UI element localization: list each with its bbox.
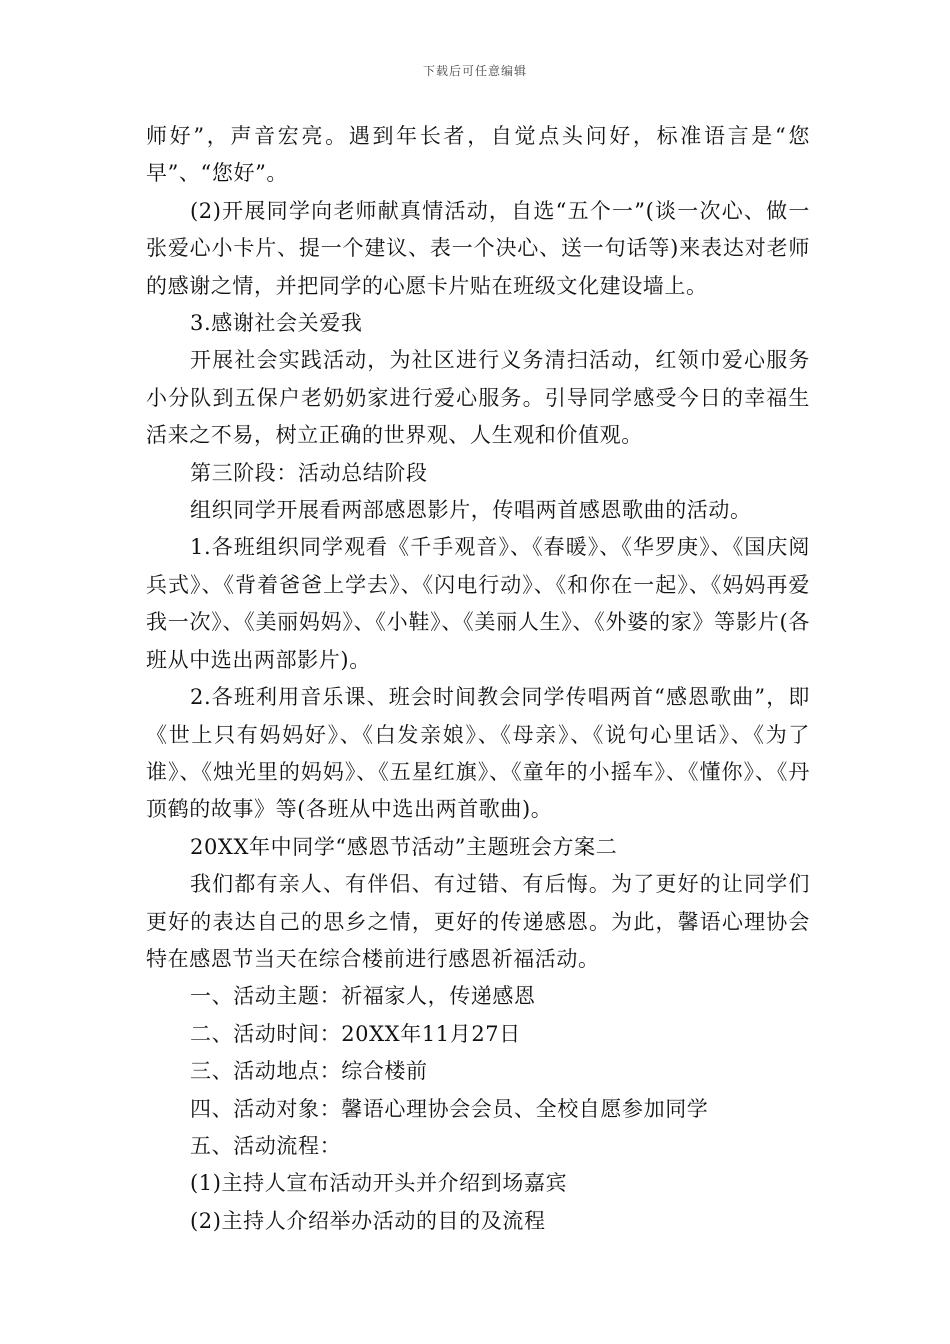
list-item: (2)主持人介绍举办活动的目的及流程: [190, 1208, 546, 1233]
list-item: (1)主持人宣布活动开头并介绍到场嘉宾: [190, 1171, 568, 1196]
list-item: 五、活动流程：: [190, 1133, 342, 1158]
section-heading: 20XX年中同学“感恩节活动”主题班会方案二: [190, 834, 618, 859]
page-header: 下载后可任意编辑: [422, 64, 527, 78]
list-item: 三、活动地点：综合楼前: [190, 1059, 428, 1084]
paragraph: (2)开展同学向老师献真情活动，自选“五个一”(谈一次心、做一张爱心小卡片、提一个建议、表一个决心、送一句话等)来表达对老师的感谢之情，并把同学的心愿卡片贴在班级文化建设墙上。: [146, 198, 810, 298]
list-item: 二、活动时间：20XX年11月27日: [190, 1021, 521, 1046]
paragraph: 我们都有亲人、有伴侣、有过错、有后悔。为了更好的让同学们更好的表达自己的思乡之情，更好的传递感恩。为此，馨语心理协会特在感恩节当天在综合楼前进行感恩祈福活动。: [146, 872, 810, 971]
section-heading: 3.感谢社会关爱我: [190, 311, 363, 336]
paragraph: 开展社会实践活动，为社区进行义务清扫活动，红领巾爱心服务小分队到五保户老奶奶家进行爱心服务。引导同学感受今日的幸福生活来之不易，树立正确的世界观、人生观和价值观。: [146, 348, 810, 448]
section-heading: 第三阶段：活动总结阶段: [190, 460, 428, 485]
paragraph: 2.各班利用音乐课、班会时间教会同学传唱两首“感恩歌曲”，即《世上只有妈妈好》、《白发亲娘》、《母亲》、《说句心里话》、《为了谁》、《烛光里的妈妈》、《五星红旗》、《童年的小摇车》、《懂你》、《丹顶鹤的故事》等(各班从中选出两首歌曲)。: [146, 685, 810, 822]
paragraph: 1.各班组织同学观看《千手观音》、《春暖》、《华罗庚》、《国庆阅兵式》、《背着爸爸上学去》、《闪电行动》、《和你在一起》、《妈妈再爱我一次》、《美丽妈妈》、《小鞋》、《美丽人生》、《外婆的家》等影片(各班从中选出两部影片)。: [146, 535, 810, 672]
document-body: [146, 118, 810, 1240]
paragraph: 师好”，声音宏亮。遇到年长者，自觉点头问好，标准语言是“您早”、“您好”。: [146, 124, 810, 186]
list-item: 一、活动主题：祈福家人，传递感恩: [190, 984, 536, 1009]
list-item: 四、活动对象：馨语心理协会会员、全校自愿参加同学: [190, 1096, 709, 1121]
paragraph: 组织同学开展看两部感恩影片，传唱两首感恩歌曲的活动。: [190, 498, 752, 523]
